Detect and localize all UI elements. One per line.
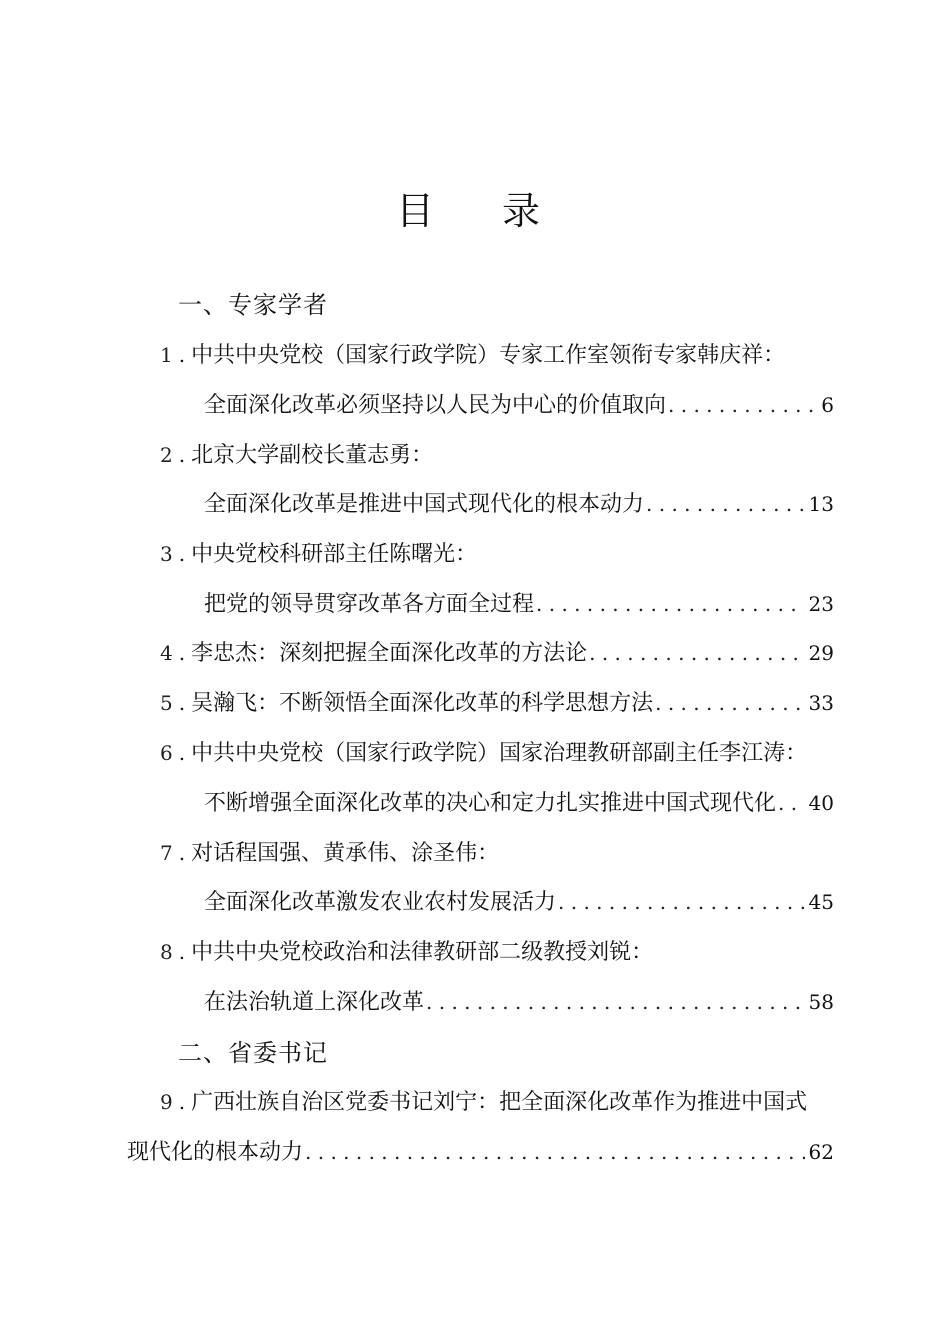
item-number-dot: . bbox=[178, 741, 186, 765]
item-number: 3 bbox=[160, 542, 173, 566]
item-number-dot: . bbox=[178, 343, 186, 367]
item-title: 全面深化改革是推进中国式现代化的根本动力 bbox=[204, 492, 645, 517]
leader-dots bbox=[534, 589, 805, 619]
page-number: 13 bbox=[808, 492, 834, 516]
page-number: 23 bbox=[808, 592, 834, 616]
toc-item-8-entry[interactable] bbox=[204, 987, 834, 1017]
item-title: 全面深化改革激发农业农村发展活力 bbox=[204, 890, 557, 915]
page-number: 29 bbox=[808, 641, 834, 665]
item-head-text: 中共中央党校（国家行政学院）专家工作室领衔专家韩庆祥： bbox=[191, 343, 786, 368]
page-number: 45 bbox=[808, 890, 834, 914]
item-title: 李忠杰：深刻把握全面深化改革的方法论 bbox=[191, 641, 588, 666]
page-number: 58 bbox=[808, 990, 834, 1014]
item-title: 不断增强全面深化改革的决心和定力扎实推进中国式现代化 bbox=[204, 791, 777, 816]
toc-item-2-entry[interactable] bbox=[204, 489, 834, 519]
item-number-dot: . bbox=[178, 641, 186, 665]
item-head-text: 中共中央党校政治和法律教研部二级教授刘锐： bbox=[191, 940, 654, 965]
toc-item-2-head[interactable] bbox=[160, 440, 433, 471]
toc-item-1-head[interactable] bbox=[160, 340, 785, 371]
toc-item-1-entry[interactable] bbox=[204, 390, 834, 420]
toc-title: 目 录 bbox=[395, 189, 569, 233]
leader-dots bbox=[303, 1137, 805, 1167]
item-number: 9 bbox=[160, 1090, 173, 1114]
leader-dots bbox=[653, 688, 804, 718]
item-title: 把党的领导贯穿改革各方面全过程 bbox=[204, 592, 535, 617]
leader-dots bbox=[644, 489, 805, 519]
toc-item-6-head[interactable] bbox=[160, 738, 807, 769]
item-title: 现代化的根本动力 bbox=[127, 1140, 304, 1165]
item-head-text: 北京大学副校长董志勇： bbox=[191, 443, 434, 468]
toc-item-7-head[interactable] bbox=[160, 838, 499, 869]
item-number-dot: . bbox=[178, 841, 186, 865]
item-head-text: 中央党校科研部主任陈曙光： bbox=[191, 542, 478, 567]
section-heading-provincial-secretaries: 二、省委书记 bbox=[178, 1039, 328, 1067]
page-number: 40 bbox=[808, 791, 834, 815]
section-heading-experts: 一、专家学者 bbox=[178, 291, 328, 319]
leader-dots bbox=[424, 987, 805, 1017]
toc-item-5-entry[interactable] bbox=[160, 688, 834, 718]
item-number: 2 bbox=[160, 443, 173, 467]
item-number: 7 bbox=[160, 841, 173, 865]
item-number: 4 bbox=[160, 641, 173, 665]
item-number-dot: . bbox=[178, 691, 186, 715]
item-number: 1 bbox=[160, 343, 173, 367]
toc-item-9-entry[interactable] bbox=[127, 1137, 834, 1167]
item-number: 5 bbox=[160, 691, 173, 715]
page-number: 62 bbox=[808, 1140, 834, 1164]
page-number: 6 bbox=[821, 393, 834, 417]
toc-item-7-entry[interactable] bbox=[204, 887, 834, 917]
toc-item-4-entry[interactable] bbox=[160, 638, 834, 668]
item-number-dot: . bbox=[178, 940, 186, 964]
item-head-text: 中共中央党校（国家行政学院）国家治理教研部副主任李江涛： bbox=[191, 741, 808, 766]
toc-item-3-head[interactable] bbox=[160, 539, 477, 570]
item-number-dot: . bbox=[178, 542, 186, 566]
item-title: 吴瀚飞：不断领悟全面深化改革的科学思想方法 bbox=[191, 691, 654, 716]
toc-item-9-head[interactable] bbox=[160, 1087, 807, 1118]
item-title: 全面深化改革必须坚持以人民为中心的价值取向 bbox=[204, 393, 667, 418]
item-number: 8 bbox=[160, 940, 173, 964]
item-head-text: 对话程国强、黄承伟、涂圣伟： bbox=[191, 841, 500, 866]
page-number: 33 bbox=[808, 691, 834, 715]
item-number: 6 bbox=[160, 741, 173, 765]
leader-dots bbox=[666, 390, 817, 420]
item-head-text: 广西壮族自治区党委书记刘宁：把全面深化改革作为推进中国式 bbox=[191, 1090, 808, 1115]
leader-dots bbox=[776, 788, 805, 818]
item-number-dot: . bbox=[178, 443, 186, 467]
item-number-dot: . bbox=[178, 1090, 186, 1114]
toc-item-8-head[interactable] bbox=[160, 937, 653, 968]
leader-dots bbox=[587, 638, 804, 668]
toc-item-3-entry[interactable] bbox=[204, 589, 834, 619]
toc-item-6-entry[interactable] bbox=[204, 788, 834, 818]
item-title: 在法治轨道上深化改革 bbox=[204, 990, 425, 1015]
leader-dots bbox=[556, 887, 805, 917]
